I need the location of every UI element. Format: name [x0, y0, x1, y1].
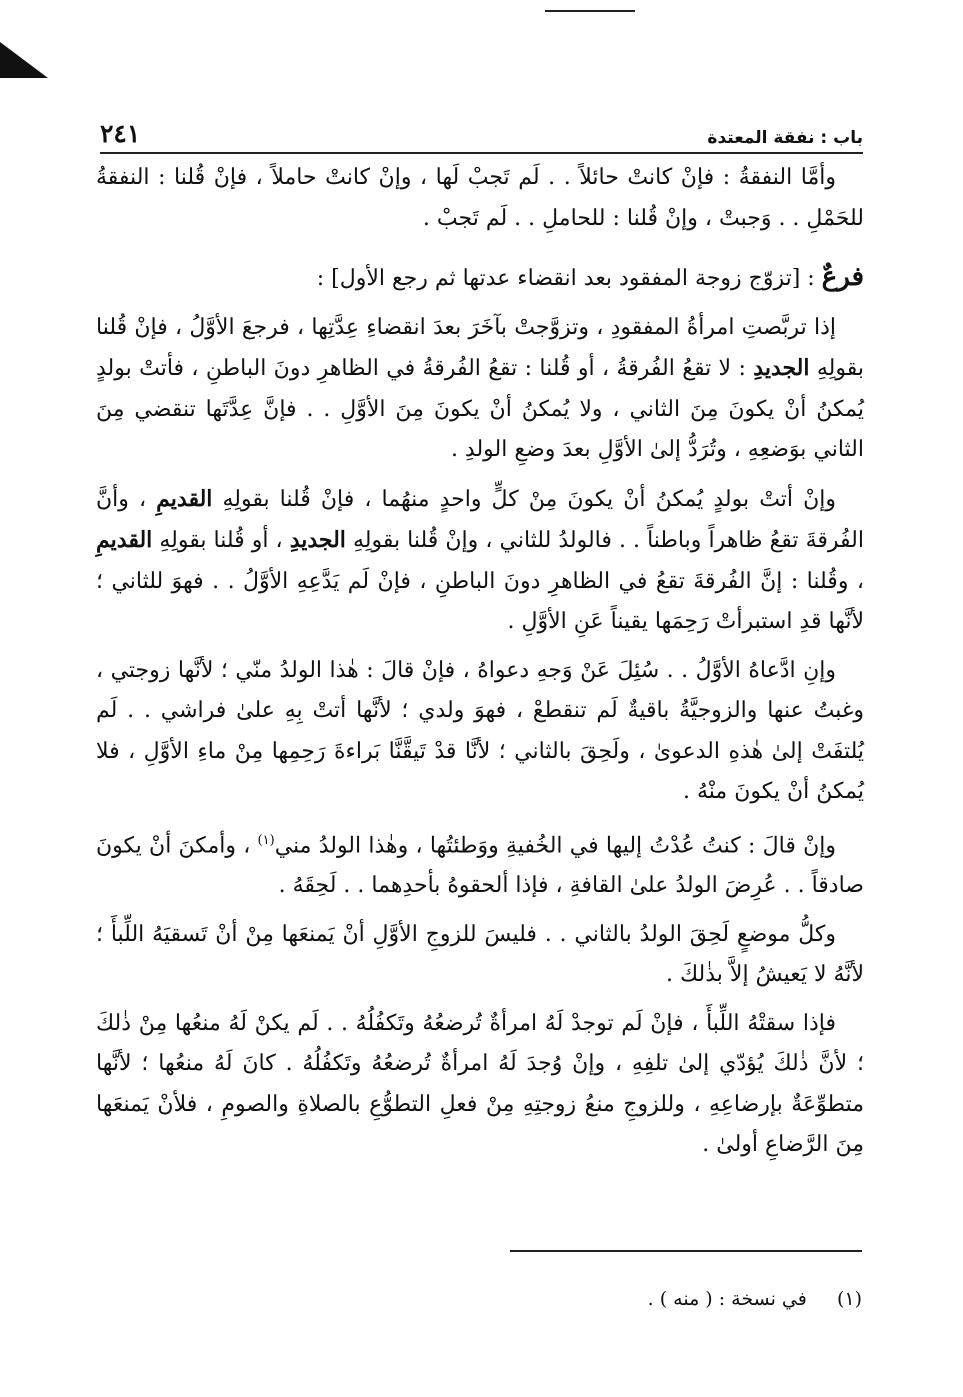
text-run: ، وأنَّ الفُرقةَ تقعُ ظاهراً وباطناً . . فالولدُ للثاني ، وإنْ قُلنا بقولِهِ [96, 486, 864, 553]
bold-term-new-opinion: الجديدِ [753, 355, 810, 381]
footnote [96, 1288, 862, 1310]
branch-word: فرعٌ [821, 262, 864, 292]
bold-term-old-opinion: القديمِ [156, 485, 213, 512]
text-run: إذا تربَّصتِ امرأةُ المفقودِ ، وتزوَّجتْ بآخَرَ بعدَ انقضاءِ عِدَّتِها ، فرجعَ الأوَّلُ ، فإنْ قُلنا بقولِهِ [96, 314, 864, 381]
footnote-reference[interactable]: (١) [257, 832, 275, 848]
bold-term-new-opinion: الجديدِ [289, 527, 346, 553]
running-title: باب : نفقة المعتدة [707, 128, 863, 148]
paragraph-missing-husband [96, 308, 864, 471]
page-number: ٢٤١ [100, 119, 141, 148]
text-run: ، أو قُلنا بقولِهِ [152, 528, 290, 553]
page-body [96, 158, 864, 1174]
text-run: وإنْ قالَ : كنتُ عُدْتُ إليها في الخُفيةِ ووَطئتُها ، وهٰذا الولدُ مني [274, 832, 836, 858]
paragraph-first-claims: وإنِ ادَّعاهُ الأوَّلُ . . سُئِلَ عَنْ وَجهِ دعواهُ ، فإنْ قالَ : هٰذا الولدُ منّي ؛ لأنَّها زوجتي ، وغبتُ عنها والزوجيَّةُ باقيةٌ لَم تنقطعْ ، فهوَ ولدي ؛ لأنَّها أتتْ بِهِ علىٰ فراشي . . لَم يُلتفَتْ إلىٰ هٰذهِ الدعوىٰ ، ولَحِقَ بالثاني ؛ لأنَّا قدْ تَيقَّنَّا بَراءةَ رَحِمِها مِنْ ماءِ الأوَّلِ ، فلا يُمكنُ أنْ يكونَ منْهُ . [96, 657, 864, 804]
paragraph-child-either [96, 479, 864, 643]
bold-term-old-opinion: القديمِ [96, 527, 153, 553]
text-run: ، وقُلنا : إنَّ الفُرقةَ تقعُ في الظاهرِ دونَ الباطنِ ، فإنْ لَم يَدَّعِهِ الأوَّلُ . . فهوَ للثاني ؛ لأنَّها قدِ استبرأتْ رَحِمَها يقيناً عَنِ الأوَّلِ . [96, 568, 864, 634]
text-run: وإنْ أتتْ بولدٍ يُمكنُ أنْ يكونَ مِنْ كلٍّ واحدٍ منهُما ، فإنْ قُلنا بقولِهِ [212, 486, 836, 512]
branch-title: : [تزوّج زوجة المفقود بعد انقضاء عدتها ثم رجع الأول] : [316, 266, 822, 291]
footnote-text: في نسخة : ( منه ) . [647, 1288, 807, 1310]
text-run: ، وأمكنَ أنْ يكونَ صادقاً . . عُرِضَ الولدُ علىٰ القافةِ ، فإذا ألحقوهُ بأحدِهما . . لَحِقَهُ . [96, 832, 864, 899]
paragraph-nursing: فإذا سقتْهُ اللِّبأَ ، فإنْ لَم توجدْ لَهُ امرأةٌ تُرضعُهُ وتَكفُلُهُ . . لَم يكنْ لَهُ منعُها مِنْ ذٰلكَ ؛ لأنَّ ذٰلكَ يُؤدّي إلىٰ تلفِهِ ، وإنْ وُجدَ لَهُ امرأةٌ تُرضعُهُ وتَكفُلُهُ . كانَ لَهُ منعُها ؛ لأنَّها متطوِّعَةٌ بإرضاعِهِ ، وللزوجِ منعُ زوجتِهِ مِنْ فعلِ التطوُّعِ بالصلاةِ والصومِ ، فلأنْ يَمنعَها مِنَ الرَّضاعِ أولىٰ . [96, 1010, 864, 1158]
top-decorative-rule [545, 10, 635, 12]
corner-tab-mark [0, 42, 48, 78]
page-header [100, 112, 863, 154]
paragraph-colostrum: وكلُّ موضعٍ لَحِقَ الولدُ بالثاني . . فليسَ للزوجِ الأوَّلِ أنْ يَمنعَها مِنْ أنْ تَسقيَهُ اللِّبأَ ؛ لأنَّهُ لا يَعيشُ إلاَّ بذٰلكَ . [96, 921, 864, 988]
branch-heading [96, 257, 864, 300]
paragraph-nafaqa: وأمَّا النفقةُ : فإنْ كانتْ حائلاً . . لَم تَجبْ لَها ، وإنْ كانتْ حاملاً ، فإنْ قُلنا : النفقةُ للحَمْلِ . . وَجبتْ ، وإنْ قُلنا : للحاملِ . . لَم تَجبْ . [96, 165, 864, 231]
footnote-marker: (١) [836, 1288, 862, 1310]
text-run: : لا تقعُ الفُرقةُ ، أو قُلنا : تقعُ الفُرقةُ في الظاهرِ دونَ الباطنِ ، فأتتْ بولدٍ يُمكنُ أنْ يكونَ مِنَ الثاني ، ولا يُمكنُ أنْ يكونَ مِنَ الأوَّلِ . . فإنَّ عِدَّتَها تنقضي مِنَ الثاني بوَضعِهِ ، وتُرَدُّ إلىٰ الأوَّلِ بعدَ وضعِ الولدِ . [96, 356, 864, 462]
footnote-separator [510, 1250, 862, 1252]
paragraph-secret-return [96, 821, 864, 907]
